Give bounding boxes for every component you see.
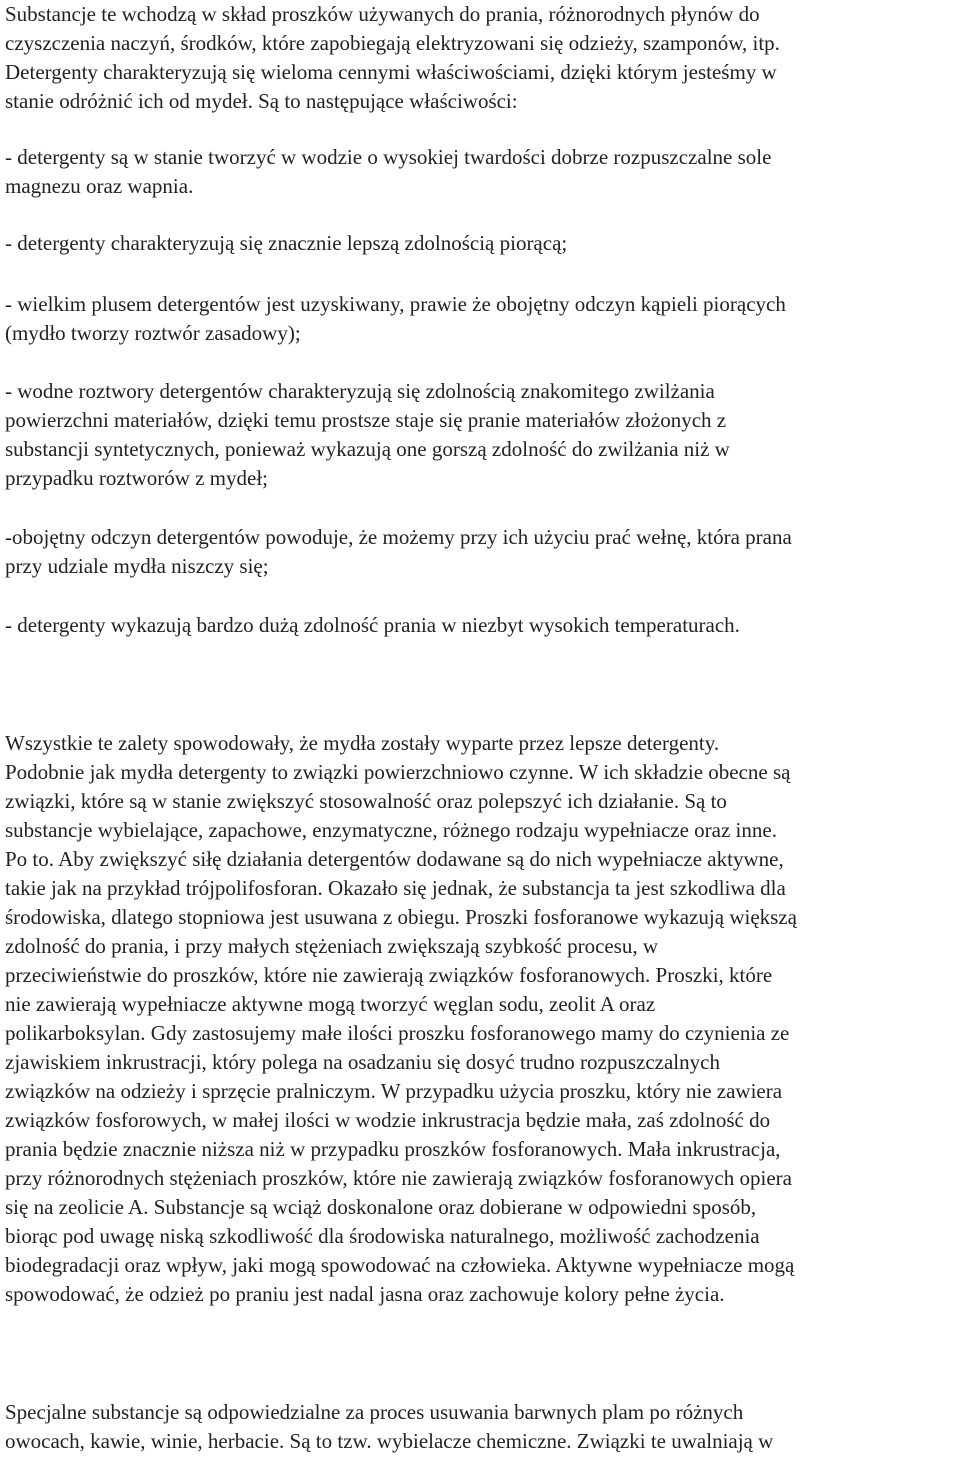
text-line: związków na odzieży i sprzęcie pralniczym. W przypadku użycia proszku, który nie zawiera: [5, 1079, 783, 1103]
text-line: (mydło tworzy roztwór zasadowy);: [5, 321, 301, 345]
text-line: przy udziale mydła niszczy się;: [5, 554, 269, 578]
paragraph-bullet-hardness: [5, 143, 771, 201]
text-line: zjawiskiem inkrustracji, który polega na osadzaniu się dosyć trudno rozpuszczalnych: [5, 1050, 720, 1074]
paragraph-bleaching: [5, 1398, 773, 1456]
text-line: zdolność do prania, i przy małych stężeniach zwiększają szybkość procesu, w: [5, 934, 659, 958]
text-line: środowiska, dlatego stopniowa jest usuwana z obiegu. Proszki fosforanowe wykazują większą: [5, 905, 797, 929]
text-line: powierzchni materiałów, dzięki temu prostsze staje się pranie materiałów złożonych z: [5, 408, 727, 432]
paragraph-bullet-wool: [5, 523, 792, 581]
text-line: związki, które są w stanie zwiększyć stosowalność oraz polepszyć ich działanie. Są to: [5, 789, 727, 813]
text-line: Detergenty charakteryzują się wieloma cennymi właściwościami, dzięki którym jesteśmy w: [5, 60, 777, 84]
text-line: stanie odróżnić ich od mydeł. Są to następujące właściwości:: [5, 89, 518, 113]
text-line: - detergenty charakteryzują się znacznie lepszą zdolnością piorącą;: [5, 231, 568, 255]
text-line: magnezu oraz wapnia.: [5, 174, 194, 198]
text-line: biorąc pod uwagę niską szkodliwość dla środowiska naturalnego, możliwość zachodzenia: [5, 1224, 760, 1248]
text-line: Podobnie jak mydła detergenty to związki powierzchniowo czynne. W ich składzie obecne są: [5, 760, 791, 784]
text-line: spowodować, że odzież po praniu jest nadal jasna oraz zachowuje kolory pełne życia.: [5, 1282, 725, 1306]
text-line: przeciwieństwie do proszków, które nie zawierają związków fosforanowych. Proszki, które: [5, 963, 773, 987]
text-line: Wszystkie te zalety spowodowały, że mydła zostały wyparte przez lepsze detergenty.: [5, 731, 720, 755]
paragraph-main: [5, 729, 797, 1309]
text-line: biodegradacji oraz wpływ, jaki mogą spowodować na człowieka. Aktywne wypełniacze mogą: [5, 1253, 795, 1277]
paragraph-bullet-temperature: [5, 611, 740, 640]
text-line: przypadku roztworów z mydeł;: [5, 466, 269, 490]
text-line: - wodne roztwory detergentów charakteryzują się zdolnością znakomitego zwilżania: [5, 379, 715, 403]
text-line: przy różnorodnych stężeniach proszków, które nie zawierają związków fosforanowych opiera: [5, 1166, 792, 1190]
text-line: owocach, kawie, winie, herbacie. Są to tzw. wybielacze chemiczne. Związki te uwalniają w: [5, 1429, 774, 1453]
text-line: - detergenty są w stanie tworzyć w wodzie o wysokiej twardości dobrze rozpuszczalne sole: [5, 145, 772, 169]
text-line: Po to. Aby zwiększyć siłę działania detergentów dodawane są do nich wypełniacze aktywne,: [5, 847, 784, 871]
text-line: substancje wybielające, zapachowe, enzymatyczne, różnego rodzaju wypełniacze oraz inne.: [5, 818, 777, 842]
text-line: takie jak na przykład trójpolifosforan. Okazało się jednak, że substancja ta jest szkodliwa dla: [5, 876, 786, 900]
text-line: Substancje te wchodzą w skład proszków używanych do prania, różnorodnych płynów do: [5, 2, 760, 26]
paragraph-intro: [5, 0, 780, 116]
text-line: związków fosforowych, w małej ilości w wodzie inkrustracja będzie mała, zaś zdolność do: [5, 1108, 771, 1132]
paragraph-bullet-washing: [5, 229, 567, 258]
text-line: - detergenty wykazują bardzo dużą zdolność prania w niezbyt wysokich temperaturach.: [5, 613, 740, 637]
text-line: czyszczenia naczyń, środków, które zapobiegają elektryzowani się odzieży, szamponów, itp.: [5, 31, 780, 55]
text-line: nie zawierają wypełniacze aktywne mogą tworzyć węglan sodu, zeolit A oraz: [5, 992, 656, 1016]
text-line: -obojętny odczyn detergentów powoduje, że możemy przy ich użyciu prać wełnę, która prana: [5, 525, 792, 549]
text-line: Specjalne substancje są odpowiedzialne za proces usuwania barwnych plam po różnych: [5, 1400, 744, 1424]
paragraph-bullet-wetting: [5, 377, 730, 493]
text-line: się na zeolicie A. Substancje są wciąż doskonalone oraz dobierane w odpowiedni sposób,: [5, 1195, 757, 1219]
text-line: prania będzie znacznie niższa niż w przypadku proszków fosforanowych. Mała inkrustracja,: [5, 1137, 781, 1161]
text-line: polikarboksylan. Gdy zastosujemy małe ilości proszku fosforanowego mamy do czynienia ze: [5, 1021, 790, 1045]
text-line: - wielkim plusem detergentów jest uzyskiwany, prawie że obojętny odczyn kąpieli piorących: [5, 292, 786, 316]
paragraph-bullet-neutral: [5, 290, 786, 348]
text-line: substancji syntetycznych, ponieważ wykazują one gorszą zdolność do zwilżania niż w: [5, 437, 730, 461]
